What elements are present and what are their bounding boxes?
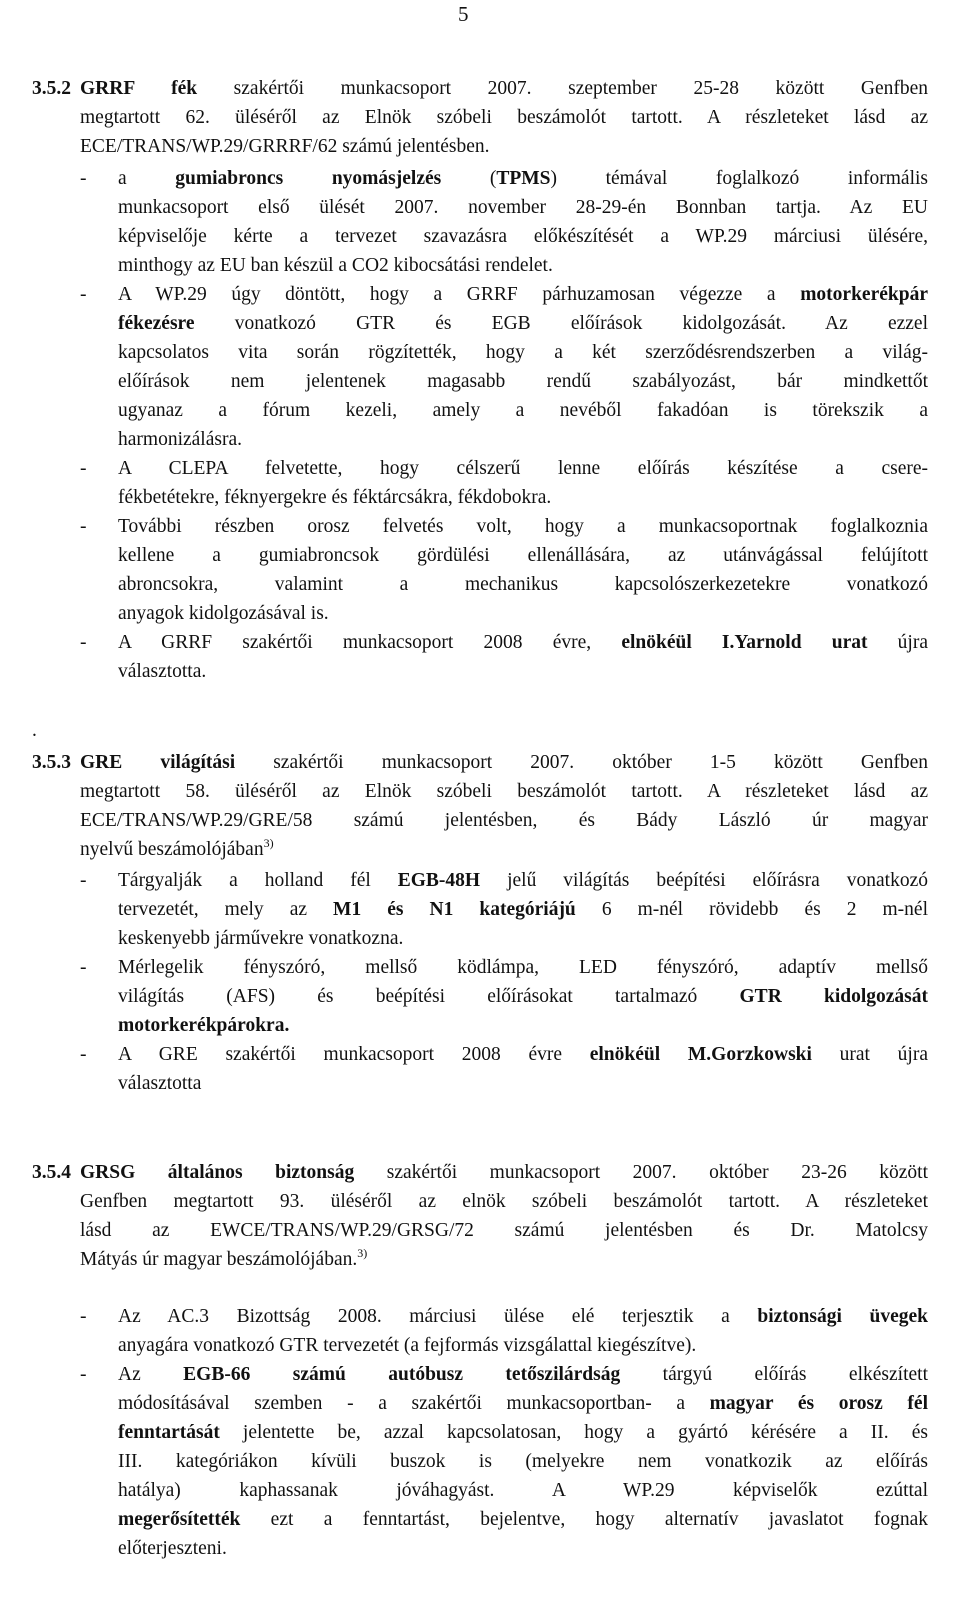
list-item: - Az AC.3 Bizottság 2008. márciusi ülése elé terjesztik a biztonsági üvegek anyagára vonatkozó GTR tervezetét (a fejformás vizsgálattal kiegészítve).: [80, 1302, 928, 1360]
section-3-5-4: [32, 1158, 928, 1274]
heading-line: megtartott 62. üléséről az Elnök szóbeli beszámolót tartott. A részleteket lásd az: [80, 107, 928, 128]
bullet-dash: -: [80, 168, 87, 189]
heading-line: ECE/TRANS/WP.29/GRE/58 számú jelentésben, és Bády László úr magyar: [80, 810, 928, 831]
bullet-dash: -: [80, 632, 87, 653]
heading-line: GRE világítási szakértői munkacsoport 2007. október 1-5 között Genfben: [80, 752, 928, 773]
list-item: - Tárgyalják a holland fél EGB-48H jelű világítás beépítési előírásra vonatkozó tervezetét, mely az M1 és N1 kategóriájú 6 m-nél rövidebb és 2 m-nél keskenyebb járművekre vonatkozna.: [80, 866, 928, 953]
section-subject: GRE világítási: [80, 752, 236, 773]
footnote-ref: 3): [263, 836, 274, 850]
section-heading: [80, 748, 928, 864]
bullet-dash: -: [80, 1044, 87, 1065]
section-3-5-2-items: [80, 164, 928, 686]
section-3-5-4-items: [80, 1302, 928, 1563]
section-number: 3.5.2: [32, 78, 71, 99]
section-number: 3.5.3: [32, 752, 71, 773]
bullet-dash: -: [80, 957, 87, 978]
section-heading: [80, 1158, 928, 1274]
section-number: 3.5.4: [32, 1162, 71, 1183]
section-subject: GRRF fék: [80, 78, 198, 99]
stray-dot: .: [32, 720, 37, 741]
list-item: - A GRE szakértői munkacsoport 2008 évre elnökéül M.Gorzkowski urat újra választotta: [80, 1040, 928, 1098]
heading-line: nyelvű beszámolójában$^{3)}$: [80, 836, 274, 860]
section-subject: GRSG általános biztonság: [80, 1162, 355, 1183]
section-heading: [80, 74, 928, 161]
heading-line: Genfben megtartott 93. üléséről az elnök szóbeli beszámolót tartott. A részleteket: [80, 1191, 928, 1212]
list-item: - További részben orosz felvetés volt, hogy a munkacsoportnak foglalkoznia kellene a gumiabroncsok gördülési ellenállására, az utánvágással felújított abroncsokra, valamint a mechanikus kapcsolószerkezetekre vonatkozó anyagok kidolgozásával is.: [80, 512, 928, 628]
section-3-5-2: [32, 74, 928, 161]
heading-line: ECE/TRANS/WP.29/GRRRF/62 számú jelentésben.: [80, 136, 490, 157]
list-item: - a gumiabroncs nyomásjelzés (TPMS) témával foglalkozó informális munkacsoport első ülését 2007. november 28-29-én Bonnban tartja. Az EU képviselője kérte a tervezet szavazásra előkészítését a WP.29 márciusi ülésére, minthogy az EU ban készül a CO2 kibocsátási rendelet.: [80, 164, 928, 280]
footnote-ref: 3): [357, 1246, 368, 1260]
section-3-5-3-items: [80, 866, 928, 1098]
bullet-dash: -: [80, 870, 87, 891]
bullet-dash: -: [80, 1364, 87, 1385]
page-number: 5: [458, 2, 469, 26]
bullet-dash: -: [80, 458, 87, 479]
list-item: - A WP.29 úgy döntött, hogy a GRRF párhuzamosan végezze a motorkerékpár fékezésre vonatkozó GTR és EGB előírások kidolgozását. Az ezzel kapcsolatos vita során rögzítették, hogy a két szerződésrendszerben a világ- előírások nem jelentenek magasabb rendű szabályozást, bár mindkettőt ugyanaz a fórum kezeli, amely a nevéből fakadóan is törekszik a harmonizálásra.: [80, 280, 928, 454]
heading-line: GRRF fék szakértői munkacsoport 2007. szeptember 25-28 között Genfben: [80, 78, 928, 99]
list-item: - A GRRF szakértői munkacsoport 2008 évre, elnökéül I.Yarnold urat újra választotta.: [80, 628, 928, 686]
heading-line: Mátyás úr magyar beszámolójában.$^{3)}$: [80, 1246, 368, 1270]
list-item: - A CLEPA felvetette, hogy célszerű lenne előírás készítése a csere- fékbetétekre, féknyergekre és féktárcsákra, fékdobokra.: [80, 454, 928, 512]
bullet-dash: -: [80, 284, 87, 305]
section-3-5-3: [32, 748, 928, 864]
heading-line: megtartott 58. üléséről az Elnök szóbeli beszámolót tartott. A részleteket lásd az: [80, 781, 928, 802]
list-item: - Mérlegelik fényszóró, mellső ködlámpa, LED fényszóró, adaptív mellső világítás (AFS) és beépítési előírásokat tartalmazó GTR kidolgozását motorkerékpárokra.: [80, 953, 928, 1040]
list-item: - Az EGB-66 számú autóbusz tetőszilárdság tárgyú előírás elkészített módosításával szemben - a szakértői munkacsoportban- a magyar és orosz fél fenntartását jelentette be, azzal kapcsolatosan, hogy a gyártó kérésére a II. és III. kategóriákon kívüli buszok is (melyekre nem vonatkozik az előírás hatálya) kaphassanak jóváhagyást. A WP.29 képviselők ezúttal megerősítették ezt a fenntartást, bejelentve, hogy alternatív javaslatot fognak előterjeszteni.: [80, 1360, 928, 1563]
bullet-dash: -: [80, 1306, 87, 1327]
heading-line: GRSG általános biztonság szakértői munkacsoport 2007. október 23-26 között: [80, 1162, 928, 1183]
heading-line: lásd az EWCE/TRANS/WP.29/GRSG/72 számú jelentésben és Dr. Matolcsy: [80, 1220, 928, 1241]
bullet-dash: -: [80, 516, 87, 537]
